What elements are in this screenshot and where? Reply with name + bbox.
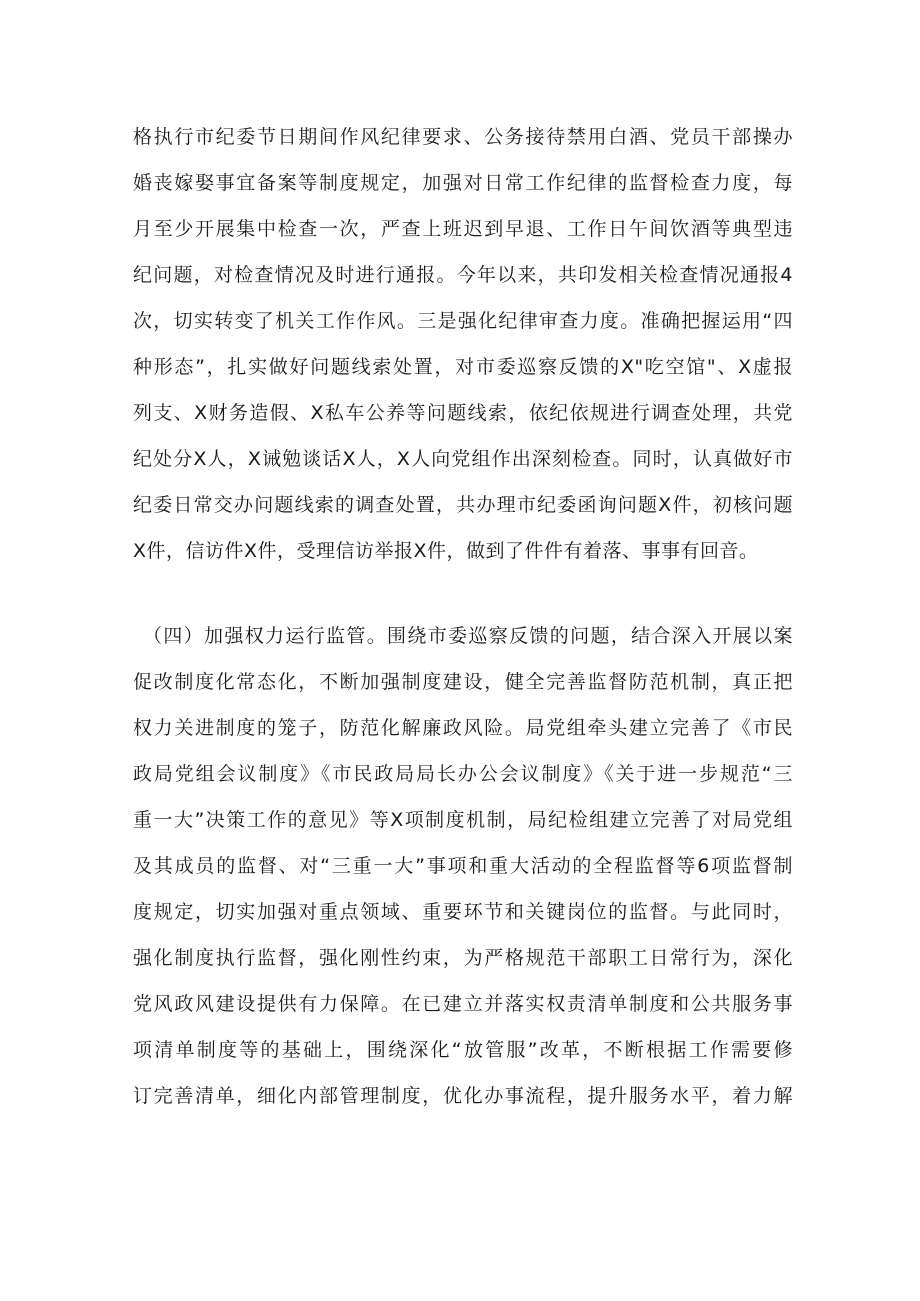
text-line: 权力关进制度的笼子，防范化解廉政风险。局党组牵头建立完善了《市民: [133, 717, 793, 739]
text-line: 促改制度化常态化，不断加强制度建设，健全完善监督防范机制，真正把: [133, 671, 793, 693]
text-line: 强化制度执行监督，强化刚性约束，为严格规范干部职工日常行为，深化: [133, 947, 793, 969]
text-line: 订完善清单，细化内部管理制度，优化办事流程，提升服务水平，着力解: [133, 1085, 793, 1107]
paragraph-power-supervision: [133, 613, 793, 1119]
text-line: 格执行市纪委节日期间作风纪律要求、公务接待禁用白酒、党员干部操办: [133, 126, 793, 148]
text-line: 月至少开展集中检查一次，严查上班迟到早退、工作日午间饮酒等典型违: [133, 218, 793, 240]
text-line: 项清单制度等的基础上，围绕深化“放管服”改革，不断根据工作需要修: [133, 1039, 793, 1061]
text-line: 纪委日常交办问题线索的调查处置，共办理市纪委函询问题X件，初核问题: [133, 494, 793, 516]
text-line: 度规定，切实加强对重点领域、重要环节和关键岗位的监督。与此同时，: [133, 901, 793, 923]
text-line: 次，切实转变了机关工作作风。三是强化纪律审查力度。准确把握运用“四: [133, 310, 793, 332]
section-heading-line: （四）加强权力运行监管。围绕市委巡察反馈的问题，结合深入开展以案: [143, 625, 793, 647]
text-line: 纪处分X人，X诫勉谈话X人，X人向党组作出深刻检查。同时，认真做好市: [133, 448, 793, 470]
text-line: 婚丧嫁娶事宜备案等制度规定，加强对日常工作纪律的监督检查力度，每: [133, 172, 793, 194]
text-line: 政局党组会议制度》《市民政局局长办公会议制度》《关于进一步规范“三: [133, 763, 793, 785]
text-line: 种形态”，扎实做好问题线索处置，对市委巡察反馈的X"吃空馆"、X虚报: [133, 356, 793, 378]
text-line: 重一大”决策工作的意见》等X项制度机制，局纪检组建立完善了对局党组: [133, 809, 793, 831]
text-line: 纪问题，对检查情况及时进行通报。今年以来，共印发相关检查情况通报4: [133, 264, 793, 286]
text-line: X件，信访件X件，受理信访举报X件，做到了件件有着落、事事有回音。: [133, 540, 759, 562]
text-line: 及其成员的监督、对“三重一大”事项和重大活动的全程监督等6项监督制: [133, 855, 793, 877]
text-line: 党风政风建设提供有力保障。在已建立并落实权责清单制度和公共服务事: [133, 993, 793, 1015]
paragraph-discipline-review: [133, 114, 793, 574]
text-line: 列支、X财务造假、X私车公养等问题线索，依纪依规进行调查处理，共党: [133, 402, 793, 424]
